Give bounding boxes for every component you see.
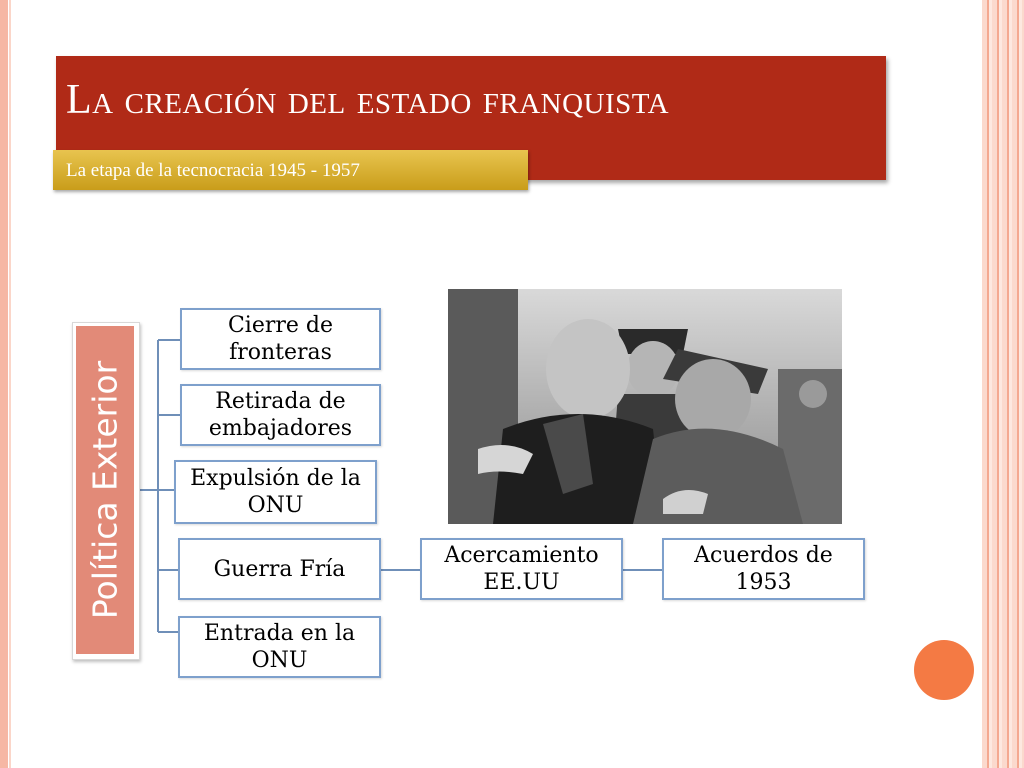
- node-label: Retirada de embajadores: [208, 389, 353, 441]
- node-label: Cierre de fronteras: [227, 313, 334, 365]
- accent-dot: [914, 640, 974, 700]
- node-retirada-embajadores: [180, 384, 381, 446]
- node-guerra-fria: [178, 538, 381, 600]
- node-label: Entrada en la ONU: [203, 621, 356, 673]
- node-acuerdos-1953: [662, 538, 865, 600]
- root-node-label: Política Exterior: [85, 360, 125, 620]
- node-acercamiento-eeuu: [420, 538, 623, 600]
- node-expulsion-onu: [174, 460, 377, 524]
- node-label: Guerra Fría: [213, 556, 346, 582]
- node-cierre-fronteras: [180, 308, 381, 370]
- slide-subtitle: La etapa de la tecnocracia 1945 - 1957: [66, 160, 360, 181]
- slide-title: La creación del estado franquista: [66, 77, 670, 123]
- node-entrada-onu: [178, 616, 381, 678]
- photo-illustration: [448, 289, 842, 524]
- node-label: Acercamiento EE.UU: [444, 543, 599, 595]
- historical-photo: [448, 289, 842, 524]
- node-label: Acuerdos de 1953: [694, 543, 833, 595]
- node-label: Expulsión de la ONU: [190, 466, 361, 518]
